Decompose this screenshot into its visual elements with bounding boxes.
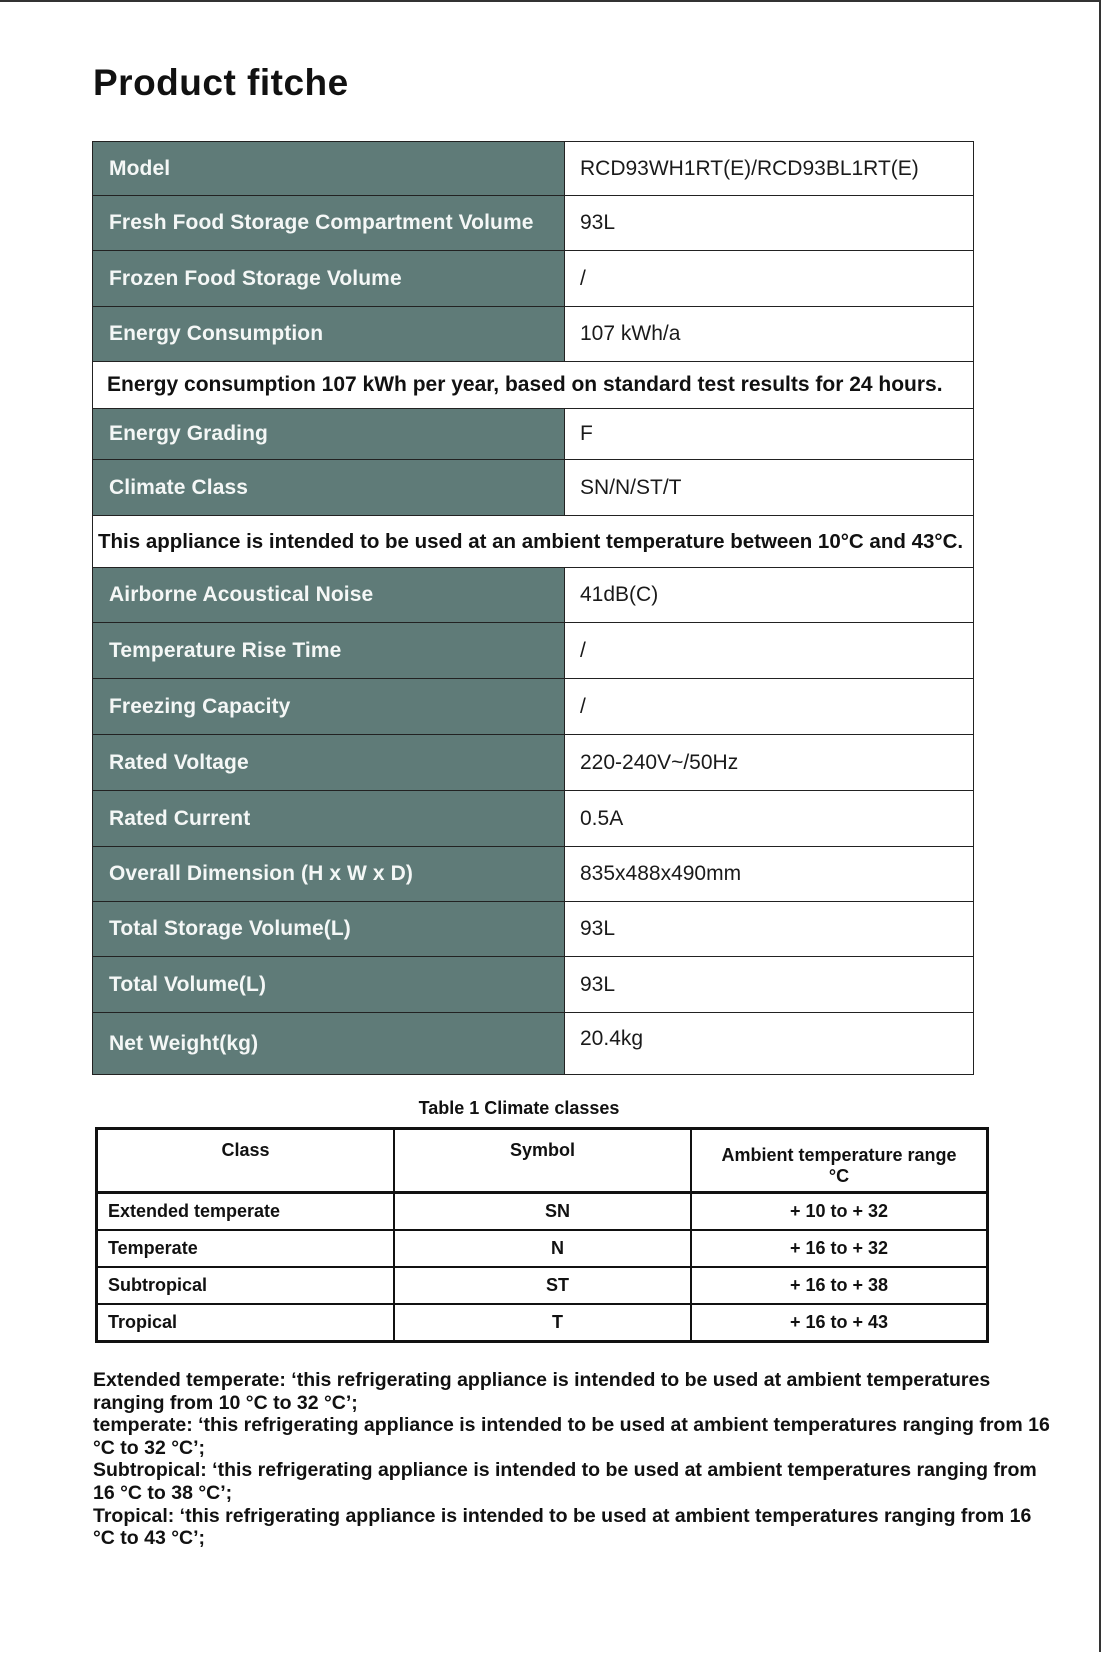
spec-note-text: This appliance is intended to be used at an ambient temperature between 10°C and 43°C. xyxy=(93,516,973,567)
spec-note-text: Energy consumption 107 kWh per year, based on standard test results for 24 hours. xyxy=(93,362,973,408)
spec-row-rated-voltage xyxy=(93,734,973,790)
spec-row-model xyxy=(93,142,973,195)
spec-row-frozen-food-volume xyxy=(93,250,973,306)
spec-value: RCD93WH1RT(E)/RCD93BL1RT(E) xyxy=(565,142,973,195)
header-range-label: Ambient temperature range xyxy=(721,1144,957,1165)
spec-row-net-weight xyxy=(93,1012,973,1074)
spec-value: 93L xyxy=(565,957,973,1012)
spec-label: Frozen Food Storage Volume xyxy=(93,251,565,306)
symbol-cell: SN xyxy=(395,1194,692,1229)
spec-value: 835x488x490mm xyxy=(565,847,973,901)
spec-value: 0.5A xyxy=(565,791,973,846)
spec-value: / xyxy=(565,679,973,734)
table-row xyxy=(98,1192,986,1229)
spec-row-climate-class xyxy=(93,459,973,515)
spec-row-overall-dimension xyxy=(93,846,973,901)
spec-value: 220-240V~/50Hz xyxy=(565,735,973,790)
spec-row-total-storage-volume xyxy=(93,901,973,956)
page-title: Product fitche xyxy=(93,62,349,103)
spec-label: Energy Grading xyxy=(93,409,565,459)
class-cell: Temperate xyxy=(98,1231,395,1266)
range-cell: + 10 to + 32 xyxy=(789,1201,889,1221)
table-header-row xyxy=(98,1130,986,1192)
spec-label: Freezing Capacity xyxy=(93,679,565,734)
spec-label: Total Storage Volume(L) xyxy=(93,902,565,956)
spec-label: Energy Consumption xyxy=(93,307,565,361)
spec-row-energy-consumption xyxy=(93,306,973,361)
spec-value: 20.4kg xyxy=(565,1013,973,1074)
spec-label: Overall Dimension (H x W x D) xyxy=(93,847,565,901)
definition-temperate: temperate: ‘this refrigerating appliance is intended to be used at ambient temperatures ranging from 16 °C to 32 °C’; xyxy=(93,1414,1050,1459)
spec-label: Climate Class xyxy=(93,460,565,515)
spec-row-temperature-rise-time xyxy=(93,622,973,678)
table-row xyxy=(98,1266,986,1303)
spec-value: F xyxy=(565,409,973,459)
spec-row-fresh-food-volume xyxy=(93,195,973,250)
spec-label: Net Weight(kg) xyxy=(93,1013,565,1074)
range-cell: + 16 to + 38 xyxy=(789,1275,889,1295)
class-cell: Extended temperate xyxy=(98,1194,395,1229)
definition-subtropical: Subtropical: ‘this refrigerating appliance is intended to be used at ambient temperatures ranging from 16 °C to 38 °C’; xyxy=(93,1459,1037,1504)
spec-label: Model xyxy=(93,142,565,195)
spec-label: Temperature Rise Time xyxy=(93,623,565,678)
table-row xyxy=(98,1229,986,1266)
range-cell: + 16 to + 32 xyxy=(789,1238,889,1258)
header-range xyxy=(692,1130,986,1191)
spec-value: 93L xyxy=(565,902,973,956)
definition-extended-temperate: Extended temperate: ‘this refrigerating appliance is intended to be used at ambient temperatures ranging from 10 °C to 32 °C’; xyxy=(93,1369,991,1414)
spec-label: Fresh Food Storage Compartment Volume xyxy=(93,196,565,250)
climate-table-caption: Table 1 Climate classes xyxy=(418,1098,620,1118)
symbol-cell: ST xyxy=(395,1268,692,1303)
symbol-cell: N xyxy=(395,1231,692,1266)
spec-label: Rated Current xyxy=(93,791,565,846)
spec-row-total-volume xyxy=(93,956,973,1012)
spec-row-energy-grading xyxy=(93,408,973,459)
range-cell: + 16 to + 43 xyxy=(789,1312,889,1332)
spec-value: 93L xyxy=(565,196,973,250)
spec-row-acoustical-noise xyxy=(93,567,973,622)
spec-value: 41dB(C) xyxy=(565,568,973,622)
header-class: Class xyxy=(98,1130,395,1191)
spec-value: 107 kWh/a xyxy=(565,307,973,361)
definition-tropical: Tropical: ‘this refrigerating appliance is intended to be used at ambient temperatures ranging from 16 °C to 43 °C’; xyxy=(93,1504,1032,1550)
spec-label: Rated Voltage xyxy=(93,735,565,790)
spec-row-rated-current xyxy=(93,790,973,846)
header-range-unit: °C xyxy=(828,1165,850,1186)
spec-note-ambient xyxy=(93,515,973,567)
product-spec-table xyxy=(92,141,974,1075)
spec-row-freezing-capacity xyxy=(93,678,973,734)
spec-value: SN/N/ST/T xyxy=(565,460,973,515)
symbol-cell: T xyxy=(395,1305,692,1340)
spec-value: / xyxy=(565,623,973,678)
climate-class-definitions xyxy=(93,1369,1053,1550)
spec-value: / xyxy=(565,251,973,306)
class-cell: Subtropical xyxy=(98,1268,395,1303)
spec-note-energy xyxy=(93,361,973,408)
header-symbol: Symbol xyxy=(395,1130,692,1191)
climate-classes-table xyxy=(95,1127,989,1343)
class-cell: Tropical xyxy=(98,1305,395,1340)
spec-label: Airborne Acoustical Noise xyxy=(93,568,565,622)
table-row xyxy=(98,1303,986,1340)
spec-label: Total Volume(L) xyxy=(93,957,565,1012)
